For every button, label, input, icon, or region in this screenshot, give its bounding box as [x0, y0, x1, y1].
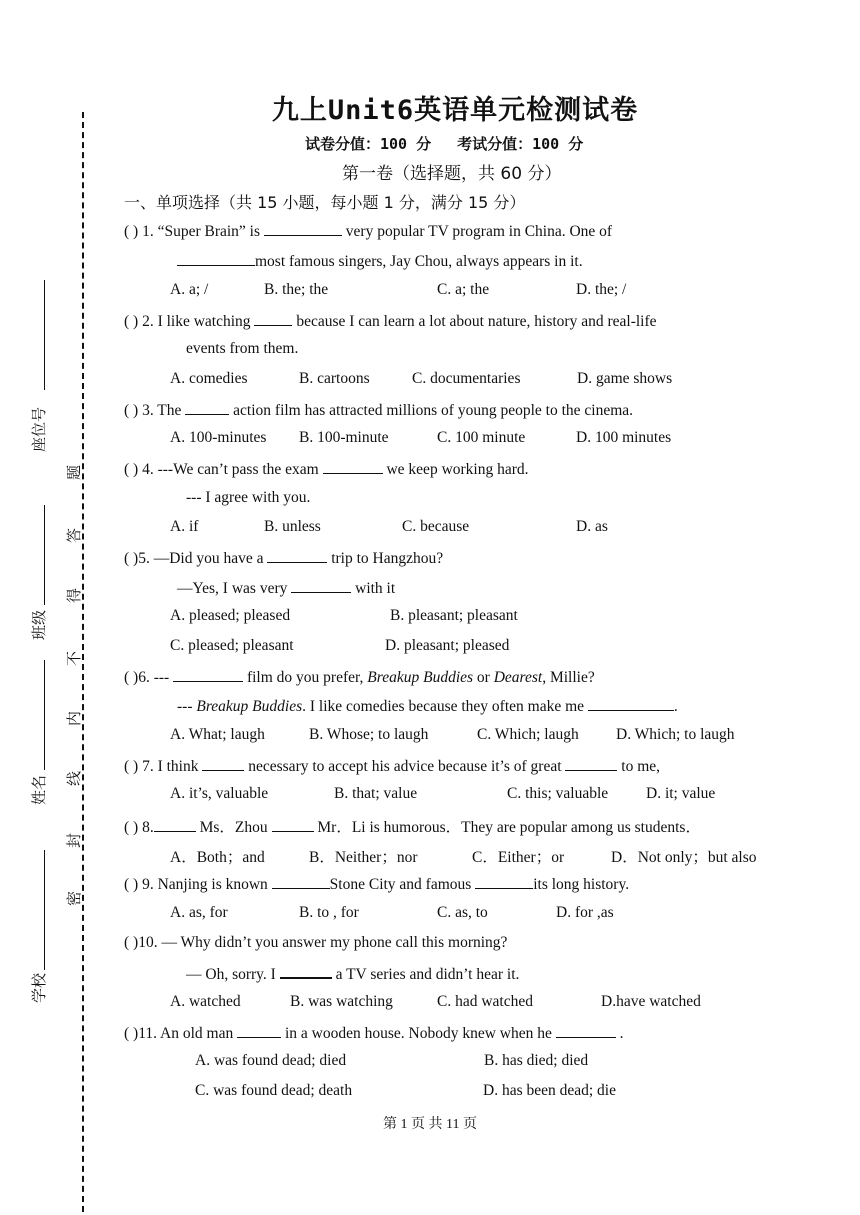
option-a: A. What; laugh	[170, 726, 265, 743]
option-a: A. it’s, valuable	[170, 785, 269, 802]
question-7: ( ) 7. I think necessary to accept his advice because it’s of great to me,	[124, 758, 661, 775]
option-b: B. to , for	[299, 904, 359, 921]
question-2-line2: events from them.	[186, 340, 299, 357]
option-d: D. the; /	[576, 281, 627, 298]
option-d: D. 100 minutes	[576, 429, 672, 446]
seal-char: 答	[65, 527, 84, 544]
option-d: D.have watched	[601, 993, 701, 1010]
option-a: A. if	[170, 518, 199, 535]
seal-char: 密	[65, 890, 84, 907]
option-d: D. it; value	[646, 785, 716, 802]
seal-char: 线	[65, 770, 84, 787]
question-4: ( ) 4. ---We can’t pass the exam we keep working hard.	[124, 461, 529, 478]
question-1-line2: most famous singers, Jay Chou, always appears in it.	[177, 251, 583, 271]
option-b: B. that; value	[334, 785, 418, 802]
option-d: D. for ,as	[556, 904, 614, 921]
option-c: C. Which; laugh	[477, 726, 579, 743]
option-b: B. Whose; to laugh	[309, 726, 429, 743]
option-c: C. was found dead; death	[195, 1082, 353, 1099]
school-underline	[44, 850, 46, 970]
option-b: B. pleasant; pleasant	[390, 607, 518, 624]
option-a: A. pleased; pleased	[170, 607, 291, 624]
exam-meta	[305, 133, 583, 154]
option-d: D. game shows	[577, 370, 673, 387]
option-b: B．Neither；nor	[309, 849, 418, 866]
option-a: A. as, for	[170, 904, 228, 921]
seal-char: 不	[65, 650, 84, 667]
question-6-line2: --- Breakup Buddies. I like comedies because they often make me .	[177, 698, 678, 715]
seal-char: 得	[65, 587, 84, 604]
option-a: A. watched	[170, 993, 241, 1010]
option-a: A．Both；and	[170, 849, 265, 866]
name-underline	[44, 660, 46, 770]
option-c: C. 100 minute	[437, 429, 526, 446]
option-d: D. has been dead; die	[483, 1082, 616, 1099]
option-c: C. had watched	[437, 993, 533, 1010]
option-c: C. a; the	[437, 281, 490, 298]
option-b: B. 100-minute	[299, 429, 389, 446]
section-heading: 一、单项选择（共 15 小题，每小题 1 分，满分 15 分）	[124, 193, 526, 212]
option-c: C. because	[402, 518, 470, 535]
page-title: 九上Unit6英语单元检测试卷	[271, 95, 639, 126]
question-5: ( )5. —Did you have a trip to Hangzhou?	[124, 550, 444, 567]
question-10-line2: — Oh, sorry. I a TV series and didn’t hear it.	[186, 963, 519, 984]
part-heading: 第一卷（选择题，共 60 分）	[342, 164, 562, 184]
option-b: B. unless	[264, 518, 321, 535]
option-b: B. the; the	[264, 281, 329, 298]
seal-char: 题	[65, 464, 84, 481]
option-a: A. comedies	[170, 370, 248, 387]
option-d: D. as	[576, 518, 608, 535]
seat-label: 座位号	[30, 406, 48, 452]
school-label: 学校	[30, 972, 48, 1003]
option-b: B. has died; died	[484, 1052, 589, 1069]
option-d: D. pleasant; pleased	[385, 637, 510, 654]
question-3: ( ) 3. The action film has attracted millions of young people to the cinema.	[124, 402, 634, 419]
option-b: B. was watching	[290, 993, 393, 1010]
name-label: 姓名	[30, 774, 48, 805]
option-c: C. as, to	[437, 904, 488, 921]
seal-char: 封	[65, 832, 84, 849]
page-footer: 第 1 页 共 11 页	[383, 1117, 477, 1132]
option-a: A. was found dead; died	[195, 1052, 347, 1069]
option-c: C．Either；or	[472, 849, 565, 866]
option-a: A. a; /	[170, 281, 209, 298]
question-4-line2: --- I agree with you.	[186, 489, 311, 506]
time-info: 考试分值：100 分	[457, 135, 584, 153]
question-6: ( )6. --- film do you prefer, Breakup Buddies or Dearest, Millie?	[124, 669, 595, 686]
question-5-line2: —Yes, I was very with it	[177, 580, 396, 597]
option-d: D. Which; to laugh	[616, 726, 735, 743]
question-9: ( ) 9. Nanjing is known Stone City and famous its long history.	[124, 876, 630, 893]
score-info: 试卷分值：100 分	[305, 135, 432, 153]
question-11: ( )11. An old man in a wooden house. Nobody knew when he .	[124, 1025, 624, 1042]
option-a: A. 100-minutes	[170, 429, 267, 446]
seal-char: 内	[65, 710, 84, 727]
question-2: ( ) 2. I like watching because I can learn a lot about nature, history and real-life	[124, 313, 657, 330]
seat-underline	[44, 280, 46, 390]
question-8: ( ) 8. Ms．Zhou Mr．Li is humorous．They are popular among us students．	[124, 819, 701, 836]
option-d: D．Not only；but also	[611, 849, 757, 866]
question-1: ( ) 1. “Super Brain” is very popular TV program in China. One of	[124, 223, 613, 240]
option-c: C. documentaries	[412, 370, 521, 387]
option-c: C. pleased; pleasant	[170, 637, 294, 654]
option-b: B. cartoons	[299, 370, 370, 387]
class-label: 班级	[30, 609, 48, 640]
class-underline	[44, 505, 46, 605]
option-c: C. this; valuable	[507, 785, 609, 802]
question-10: ( )10. — Why didn’t you answer my phone call this morning?	[124, 934, 508, 951]
